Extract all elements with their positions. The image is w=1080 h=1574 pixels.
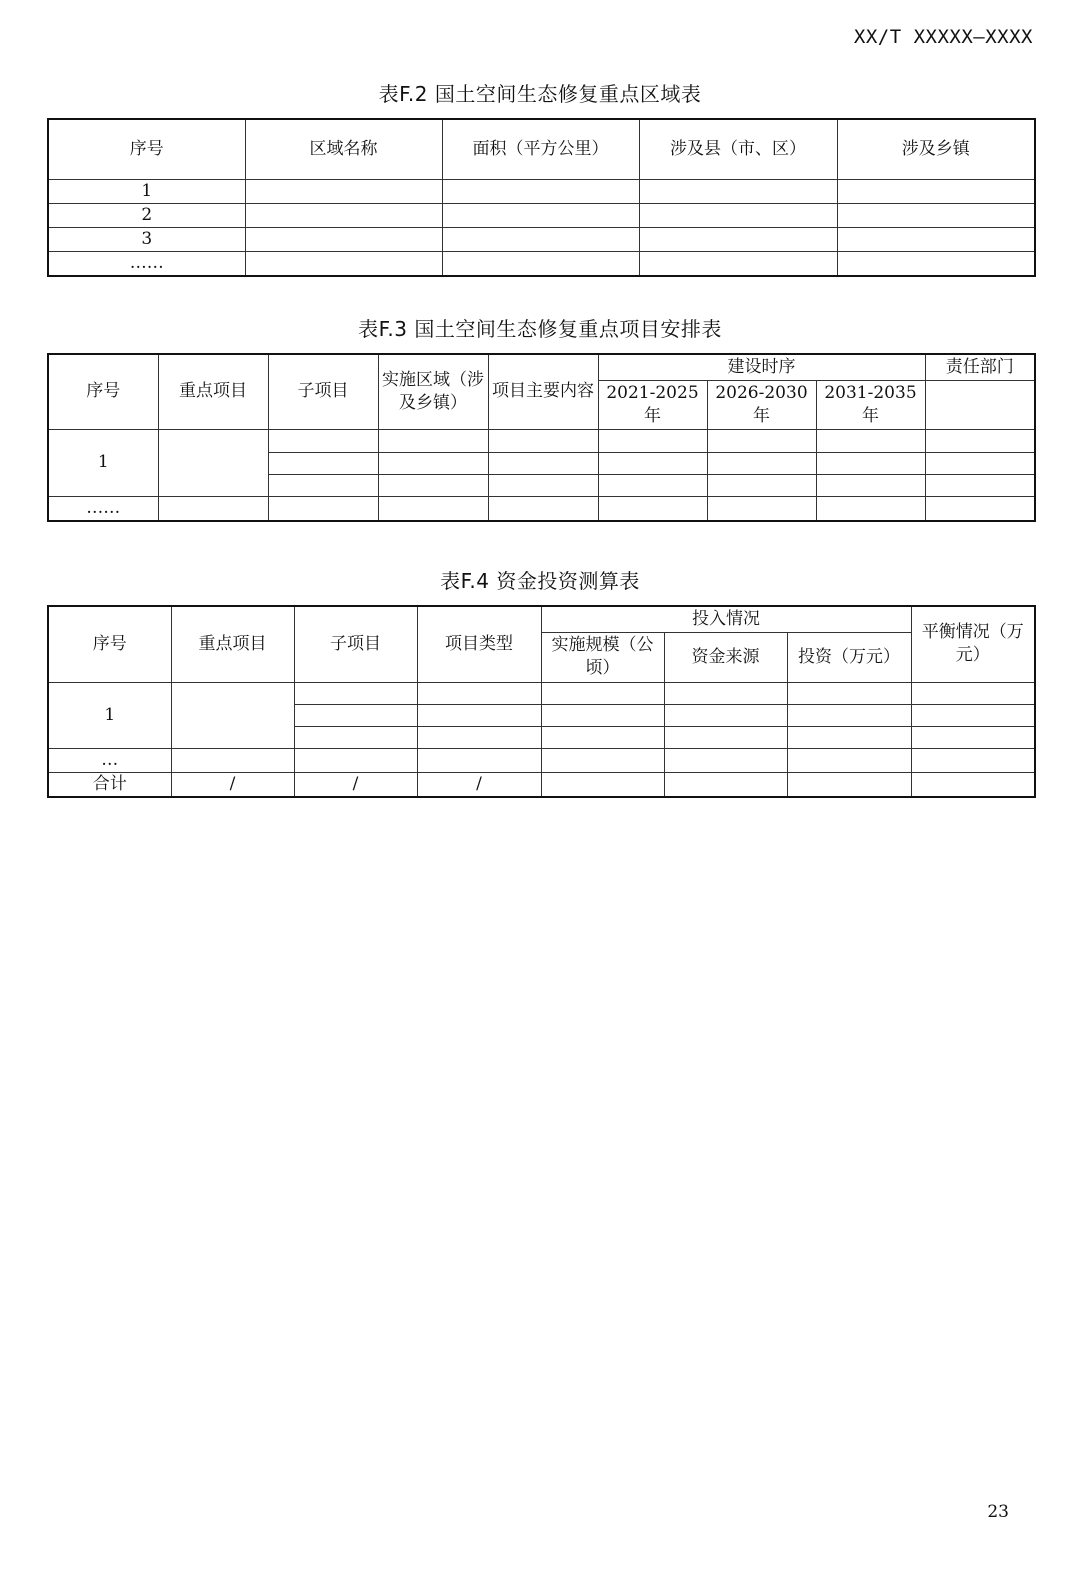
table-row — [48, 682, 1035, 704]
table-row — [48, 748, 1035, 772]
table-cell — [911, 748, 1035, 772]
row-number: …… — [48, 251, 245, 276]
row-number: 3 — [48, 227, 245, 251]
table-cell — [911, 704, 1035, 726]
header-cell: 区域名称 — [245, 119, 442, 179]
table-cell — [639, 179, 837, 203]
table-cell — [816, 474, 925, 496]
table-cell — [707, 452, 816, 474]
table-header-row — [48, 119, 1035, 179]
header-cell: 项目主要内容 — [488, 354, 598, 429]
table-cell — [787, 726, 911, 748]
table-cell — [541, 726, 664, 748]
table-cell — [268, 452, 378, 474]
table-cell — [787, 772, 911, 797]
table-row — [48, 179, 1035, 203]
table-cell — [639, 203, 837, 227]
table-cell — [911, 682, 1035, 704]
table-f4 — [47, 605, 1036, 798]
table-cell — [417, 682, 541, 704]
slash-cell: / — [171, 772, 294, 797]
table-row — [48, 496, 1035, 521]
header-cell: 重点项目 — [158, 354, 268, 429]
table-cell — [417, 726, 541, 748]
table-cell — [837, 203, 1035, 227]
table-cell — [442, 251, 639, 276]
header-cell: 实施区域（涉及乡镇） — [378, 354, 488, 429]
table-cell — [598, 452, 707, 474]
header-cell: 责任部门 — [925, 354, 1035, 380]
table-cell — [707, 496, 816, 521]
table-cell — [294, 748, 417, 772]
table-cell — [488, 452, 598, 474]
table-cell — [171, 682, 294, 748]
row-number: 1 — [48, 682, 171, 748]
total-row — [48, 772, 1035, 797]
table-row — [48, 429, 1035, 452]
page-number: 23 — [987, 1502, 1009, 1522]
table-cell — [816, 452, 925, 474]
table-cell — [417, 704, 541, 726]
table-cell — [442, 203, 639, 227]
header-cell: 项目类型 — [417, 606, 541, 682]
row-number: 1 — [48, 179, 245, 203]
table-f3-caption: 表F.3 国土空间生态修复重点项目安排表 — [358, 317, 722, 341]
header-cell: 涉及乡镇 — [837, 119, 1035, 179]
document-code: XX/T XXXXX—XXXX — [853, 26, 1033, 48]
table-cell — [598, 474, 707, 496]
header-cell: 2031-2035年 — [816, 380, 925, 429]
header-cell: 序号 — [48, 354, 158, 429]
table-cell — [171, 748, 294, 772]
header-cell: 2021-2025年 — [598, 380, 707, 429]
header-cell: 序号 — [48, 606, 171, 682]
table-cell — [541, 682, 664, 704]
table-f4-caption: 表F.4 资金投资测算表 — [440, 569, 640, 593]
header-cell: 平衡情况（万元） — [911, 606, 1035, 682]
header-cell: 2026-2030年 — [707, 380, 816, 429]
table-cell — [294, 726, 417, 748]
table-cell — [664, 682, 787, 704]
table-cell — [378, 429, 488, 452]
header-cell: 实施规模（公顷） — [541, 632, 664, 682]
table-row — [48, 251, 1035, 276]
table-cell — [925, 429, 1035, 452]
table-cell — [837, 251, 1035, 276]
table-cell — [707, 474, 816, 496]
table-cell — [787, 682, 911, 704]
slash-cell: / — [294, 772, 417, 797]
table-cell — [664, 726, 787, 748]
table-header-row — [48, 354, 1035, 380]
header-cell: 投资（万元） — [787, 632, 911, 682]
table-cell — [245, 203, 442, 227]
table-cell — [541, 748, 664, 772]
table-cell — [488, 496, 598, 521]
header-cell: 子项目 — [268, 354, 378, 429]
header-cell: 序号 — [48, 119, 245, 179]
table-cell — [664, 772, 787, 797]
table-cell — [598, 496, 707, 521]
total-label: 合计 — [48, 772, 171, 797]
table-f2-caption: 表F.2 国土空间生态修复重点区域表 — [378, 82, 702, 106]
header-cell-group: 建设时序 — [598, 354, 925, 380]
table-f2 — [47, 118, 1036, 277]
table-cell — [541, 704, 664, 726]
table-cell — [598, 429, 707, 452]
table-cell — [488, 429, 598, 452]
table-row — [48, 227, 1035, 251]
table-cell — [925, 380, 1035, 429]
table-cell — [158, 496, 268, 521]
table-cell — [442, 179, 639, 203]
table-cell — [245, 251, 442, 276]
table-cell — [488, 474, 598, 496]
header-cell: 子项目 — [294, 606, 417, 682]
table-cell — [378, 474, 488, 496]
table-cell — [378, 452, 488, 474]
table-cell — [268, 496, 378, 521]
table-cell — [911, 726, 1035, 748]
table-cell — [417, 748, 541, 772]
row-number: 2 — [48, 203, 245, 227]
header-cell: 面积（平方公里） — [442, 119, 639, 179]
slash-cell: / — [417, 772, 541, 797]
table-cell — [664, 748, 787, 772]
header-cell: 资金来源 — [664, 632, 787, 682]
table-header-row — [48, 606, 1035, 632]
table-cell — [639, 251, 837, 276]
table-cell — [245, 227, 442, 251]
header-cell: 重点项目 — [171, 606, 294, 682]
table-cell — [787, 704, 911, 726]
table-row — [48, 203, 1035, 227]
table-cell — [787, 748, 911, 772]
table-cell — [816, 429, 925, 452]
table-cell — [294, 682, 417, 704]
table-cell — [816, 496, 925, 521]
table-cell — [837, 227, 1035, 251]
table-cell — [837, 179, 1035, 203]
row-number: 1 — [48, 429, 158, 496]
table-cell — [378, 496, 488, 521]
table-cell — [158, 429, 268, 496]
table-cell — [911, 772, 1035, 797]
table-cell — [639, 227, 837, 251]
table-cell — [442, 227, 639, 251]
table-cell — [925, 496, 1035, 521]
row-number: …… — [48, 496, 158, 521]
table-f3 — [47, 353, 1036, 522]
table-cell — [664, 704, 787, 726]
table-cell — [925, 474, 1035, 496]
header-cell-group: 投入情况 — [541, 606, 911, 632]
table-cell — [707, 429, 816, 452]
table-cell — [925, 452, 1035, 474]
table-cell — [541, 772, 664, 797]
table-cell — [294, 704, 417, 726]
table-cell — [268, 474, 378, 496]
table-cell — [245, 179, 442, 203]
table-cell — [268, 429, 378, 452]
row-number: … — [48, 748, 171, 772]
header-cell: 涉及县（市、区） — [639, 119, 837, 179]
